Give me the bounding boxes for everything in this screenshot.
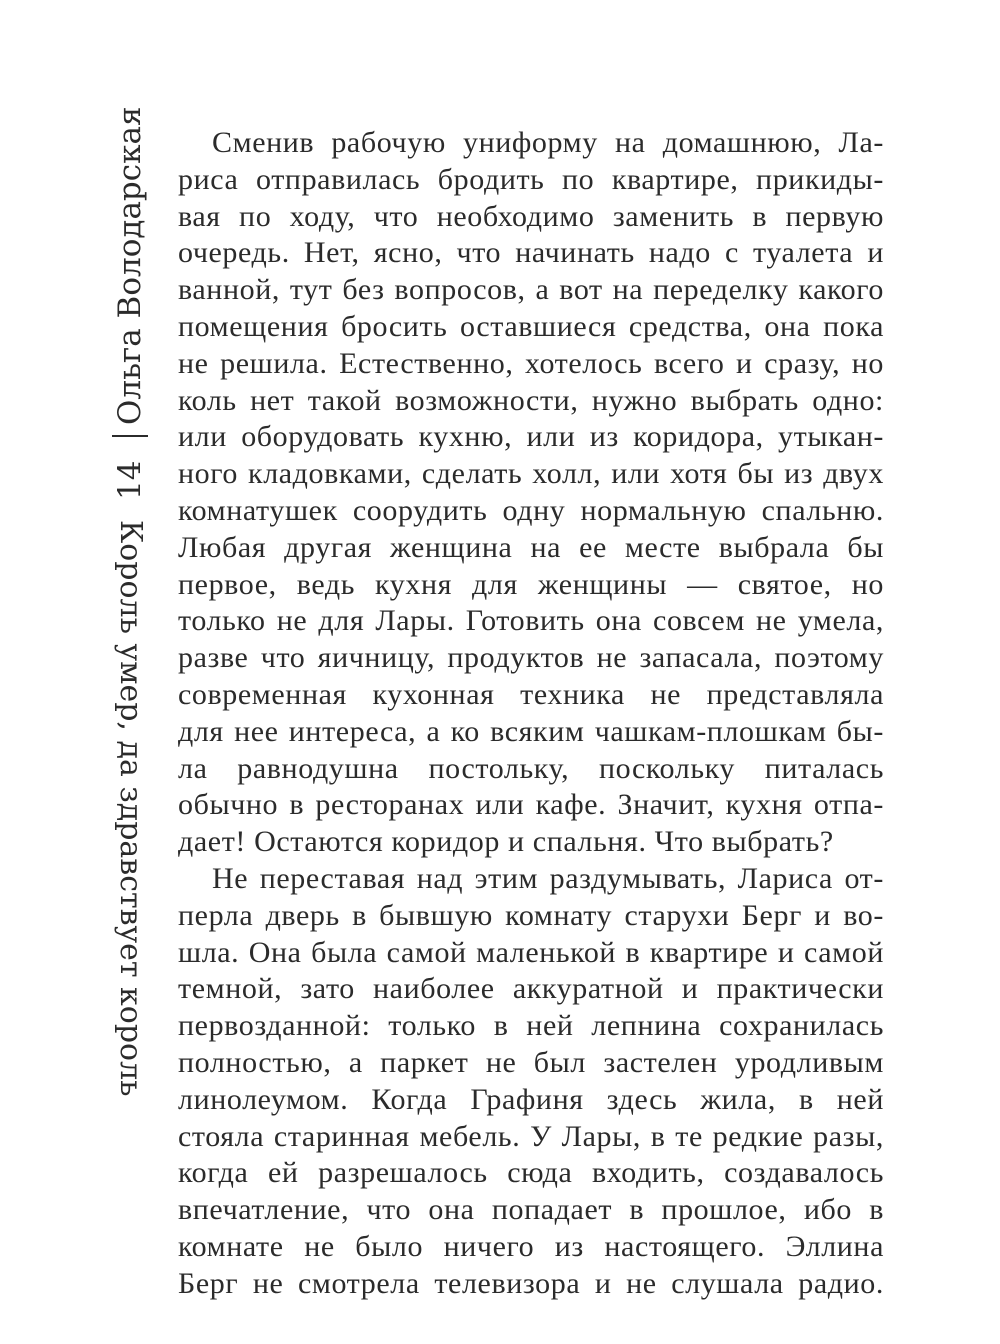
text-line: линолеумом. Когда Графиня здесь жила, в ней	[178, 1082, 884, 1116]
text-line: Любая другая женщина на ее месте выбрала бы	[178, 530, 884, 564]
text-line: очередь. Нет, ясно, что начинать надо с туалета и	[178, 236, 884, 270]
text-line: только не для Лары. Готовить она совсем не умела,	[178, 604, 884, 638]
body-text	[178, 125, 884, 1303]
text-line: Сменив рабочую униформу на домашнюю, Ла-	[212, 126, 884, 159]
text-line: дает! Остаются коридор и спальня. Что выбрать?	[178, 825, 834, 859]
text-line: современная кухонная техника не представляла	[178, 677, 884, 711]
running-header-author: Ольга Володарская	[112, 106, 148, 425]
text-line: коль нет такой возможности, нужно выбрать одно:	[178, 383, 884, 417]
text-line: вая по ходу, что необходимо заменить в первую	[178, 199, 884, 233]
text-line: темной, зато наиболее аккуратной и практически	[178, 972, 884, 1006]
text-line: обычно в ресторанах или кафе. Значит, кухня отпа-	[178, 788, 884, 822]
text-line: или оборудовать кухню, или из коридора, утыкан-	[178, 420, 884, 454]
text-line: первозданной: только в ней лепнина сохранилась	[178, 1009, 884, 1043]
text-line: Берг не смотрела телевизора и не слушала радио.	[178, 1266, 884, 1300]
text-line: ванной, тут без вопросов, а вот на переделку какого	[178, 273, 884, 307]
paragraph-1	[178, 125, 884, 861]
text-line: Не переставая над этим раздумывать, Лариса от-	[212, 861, 884, 895]
text-line: стояла старинная мебель. У Лары, в те редкие разы,	[178, 1119, 884, 1153]
text-line: ного кладовками, сделать холл, или хотя бы из двух	[178, 457, 884, 491]
text-line: полностью, а паркет не был застелен уродливым	[178, 1045, 884, 1079]
text-line: шла. Она была самой маленькой в квартире и самой	[178, 935, 884, 969]
text-line: разве что яичницу, продуктов не запасала, поэтому	[178, 641, 884, 675]
text-line: ла равнодушна постольку, поскольку питалась	[178, 751, 884, 785]
running-header-divider	[112, 435, 148, 437]
text-line: комнатушек соорудить одну нормальную спальню.	[178, 493, 884, 527]
text-line: помещения бросить оставшиеся средства, она пока	[178, 309, 884, 343]
paragraph-2	[178, 861, 884, 1303]
text-line: перла дверь в бывшую комнату старухи Берг и во-	[178, 898, 884, 932]
text-line: когда ей разрешалось сюда входить, создавалось	[178, 1156, 884, 1190]
text-line: первое, ведь кухня для женщины — святое, но	[178, 567, 884, 601]
text-line: впечатление, что она попадает в прошлое, ибо в	[178, 1193, 884, 1227]
running-header	[100, 106, 160, 1097]
page-number: 14	[112, 460, 148, 500]
text-line: комнате не было ничего из настоящего. Эллина	[178, 1229, 884, 1263]
running-header-book-title: Король умер, да здравствует король	[113, 520, 148, 1097]
text-line: не решила. Естественно, хотелось всего и сразу, но	[178, 346, 884, 380]
text-line: для нее интереса, а ко всяким чашкам-плошкам бы-	[178, 714, 884, 748]
text-line: риса отправилась бродить по квартире, прикиды-	[178, 162, 884, 196]
